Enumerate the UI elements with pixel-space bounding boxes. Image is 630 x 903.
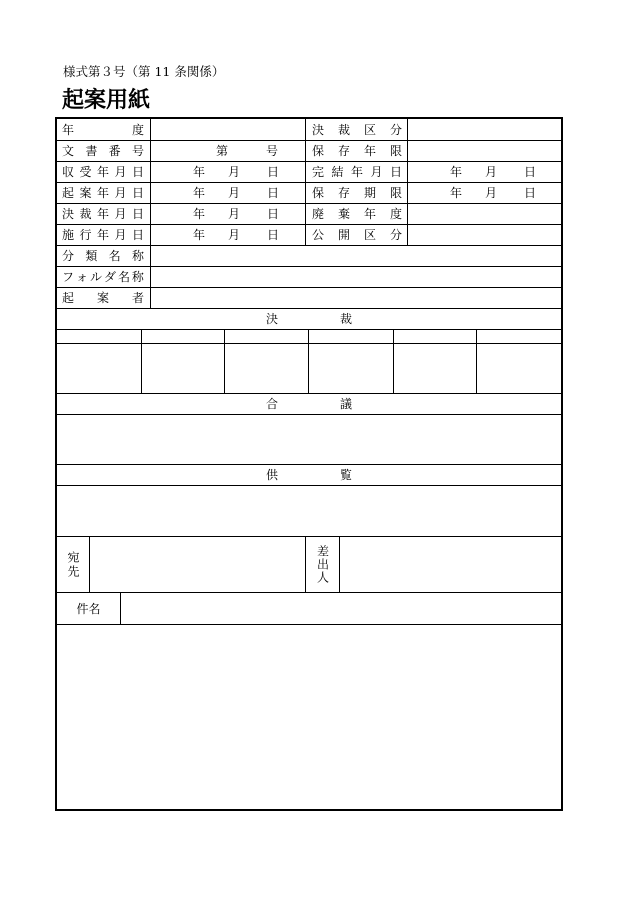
document-number-value	[151, 141, 306, 162]
approved-date-label: 決 裁 年 月 日	[57, 204, 151, 225]
circulation-section-heading	[57, 465, 561, 486]
received-date-month-unit: 月	[228, 165, 241, 179]
received-date-year-unit: 年	[193, 165, 206, 179]
approval-stamp-cell	[477, 344, 561, 394]
subject-value	[121, 593, 561, 625]
completed-date-month-unit: 月	[485, 165, 498, 179]
disposal-year-value	[408, 204, 561, 225]
document-number-label: 文 書 番 号	[57, 141, 151, 162]
approval-stamp-cell	[142, 344, 225, 394]
consultation-area	[57, 415, 561, 465]
consultation-section-heading	[57, 394, 561, 415]
circulation-area	[57, 486, 561, 537]
approval-stamp-grid	[57, 330, 561, 394]
drafted-date-label: 起 案 年 月 日	[57, 183, 151, 204]
drafted-date-month-unit: 月	[228, 186, 241, 200]
drafted-date-value	[151, 183, 306, 204]
received-date-value	[151, 162, 306, 183]
address-row	[57, 537, 561, 593]
subject-label: 件名	[76, 601, 101, 616]
approved-date-value	[151, 204, 306, 225]
completed-date-year-unit: 年	[450, 165, 463, 179]
circulation-heading-text: 供 覧	[266, 468, 352, 482]
approval-title-cell	[477, 330, 561, 344]
fiscal-year-label: 年 度	[57, 119, 151, 141]
document-number-prefix: 第	[216, 144, 229, 158]
approval-stamp-cell	[309, 344, 394, 394]
disclosure-category-label: 公 開 区 分	[306, 225, 408, 246]
document-number-suffix: 号	[266, 144, 279, 158]
fiscal-year-value	[151, 119, 306, 141]
completed-date-label: 完 結 年 月 日	[306, 162, 408, 183]
issued-date-label: 施 行 年 月 日	[57, 225, 151, 246]
approval-stamp-cell	[394, 344, 477, 394]
drafted-date-day-unit: 日	[267, 186, 280, 200]
drafted-date-year-unit: 年	[193, 186, 206, 200]
document-info-grid	[57, 119, 561, 309]
decision-category-label: 決 裁 区 分	[306, 119, 408, 141]
issued-date-year-unit: 年	[193, 228, 206, 242]
approved-date-year-unit: 年	[193, 207, 206, 221]
draft-form-table	[55, 117, 563, 811]
drafter-label: 起 案 者	[57, 288, 151, 309]
disclosure-category-value	[408, 225, 561, 246]
approval-stamp-cell	[57, 344, 142, 394]
form-number: 様式第３号（第 11 条関係）	[63, 64, 225, 79]
issued-date-day-unit: 日	[267, 228, 280, 242]
sender-value	[340, 537, 561, 593]
received-date-label: 収 受 年 月 日	[57, 162, 151, 183]
classification-name-label: 分 類 名 称	[57, 246, 151, 267]
decision-category-value	[408, 119, 561, 141]
folder-name-value	[151, 267, 561, 288]
drafter-value	[151, 288, 561, 309]
subject-row	[57, 593, 561, 625]
retention-expiry-value	[408, 183, 561, 204]
classification-name-value	[151, 246, 561, 267]
subject-label-cell	[57, 593, 121, 625]
retention-period-label: 保 存 年 限	[306, 141, 408, 162]
approved-date-day-unit: 日	[267, 207, 280, 221]
addressee-label-cell	[57, 537, 90, 593]
folder-name-label: フ ォ ル ダ 名 称	[57, 267, 151, 288]
retention-expiry-month-unit: 月	[485, 186, 498, 200]
issued-date-month-unit: 月	[228, 228, 241, 242]
approval-stamp-cell	[225, 344, 309, 394]
consultation-heading-text: 合 議	[266, 397, 352, 411]
issued-date-value	[151, 225, 306, 246]
approved-date-month-unit: 月	[228, 207, 241, 221]
body-text-area	[57, 625, 561, 809]
disposal-year-label: 廃 棄 年 度	[306, 204, 408, 225]
retention-expiry-label: 保 存 期 限	[306, 183, 408, 204]
approval-title-cell	[309, 330, 394, 344]
approval-title-cell	[57, 330, 142, 344]
received-date-day-unit: 日	[267, 165, 280, 179]
approval-title-cell	[142, 330, 225, 344]
completed-date-value	[408, 162, 561, 183]
addressee-label: 宛先	[66, 550, 80, 579]
retention-expiry-day-unit: 日	[524, 186, 537, 200]
addressee-value	[90, 537, 306, 593]
approval-heading-text: 決 裁	[266, 312, 352, 326]
sender-label: 差出人	[315, 545, 330, 584]
form-title: 起案用紙	[62, 88, 151, 113]
approval-section-heading	[57, 309, 561, 330]
sender-label-cell	[306, 537, 340, 593]
retention-period-value	[408, 141, 561, 162]
completed-date-day-unit: 日	[524, 165, 537, 179]
approval-title-cell	[225, 330, 309, 344]
retention-expiry-year-unit: 年	[450, 186, 463, 200]
approval-title-cell	[394, 330, 477, 344]
